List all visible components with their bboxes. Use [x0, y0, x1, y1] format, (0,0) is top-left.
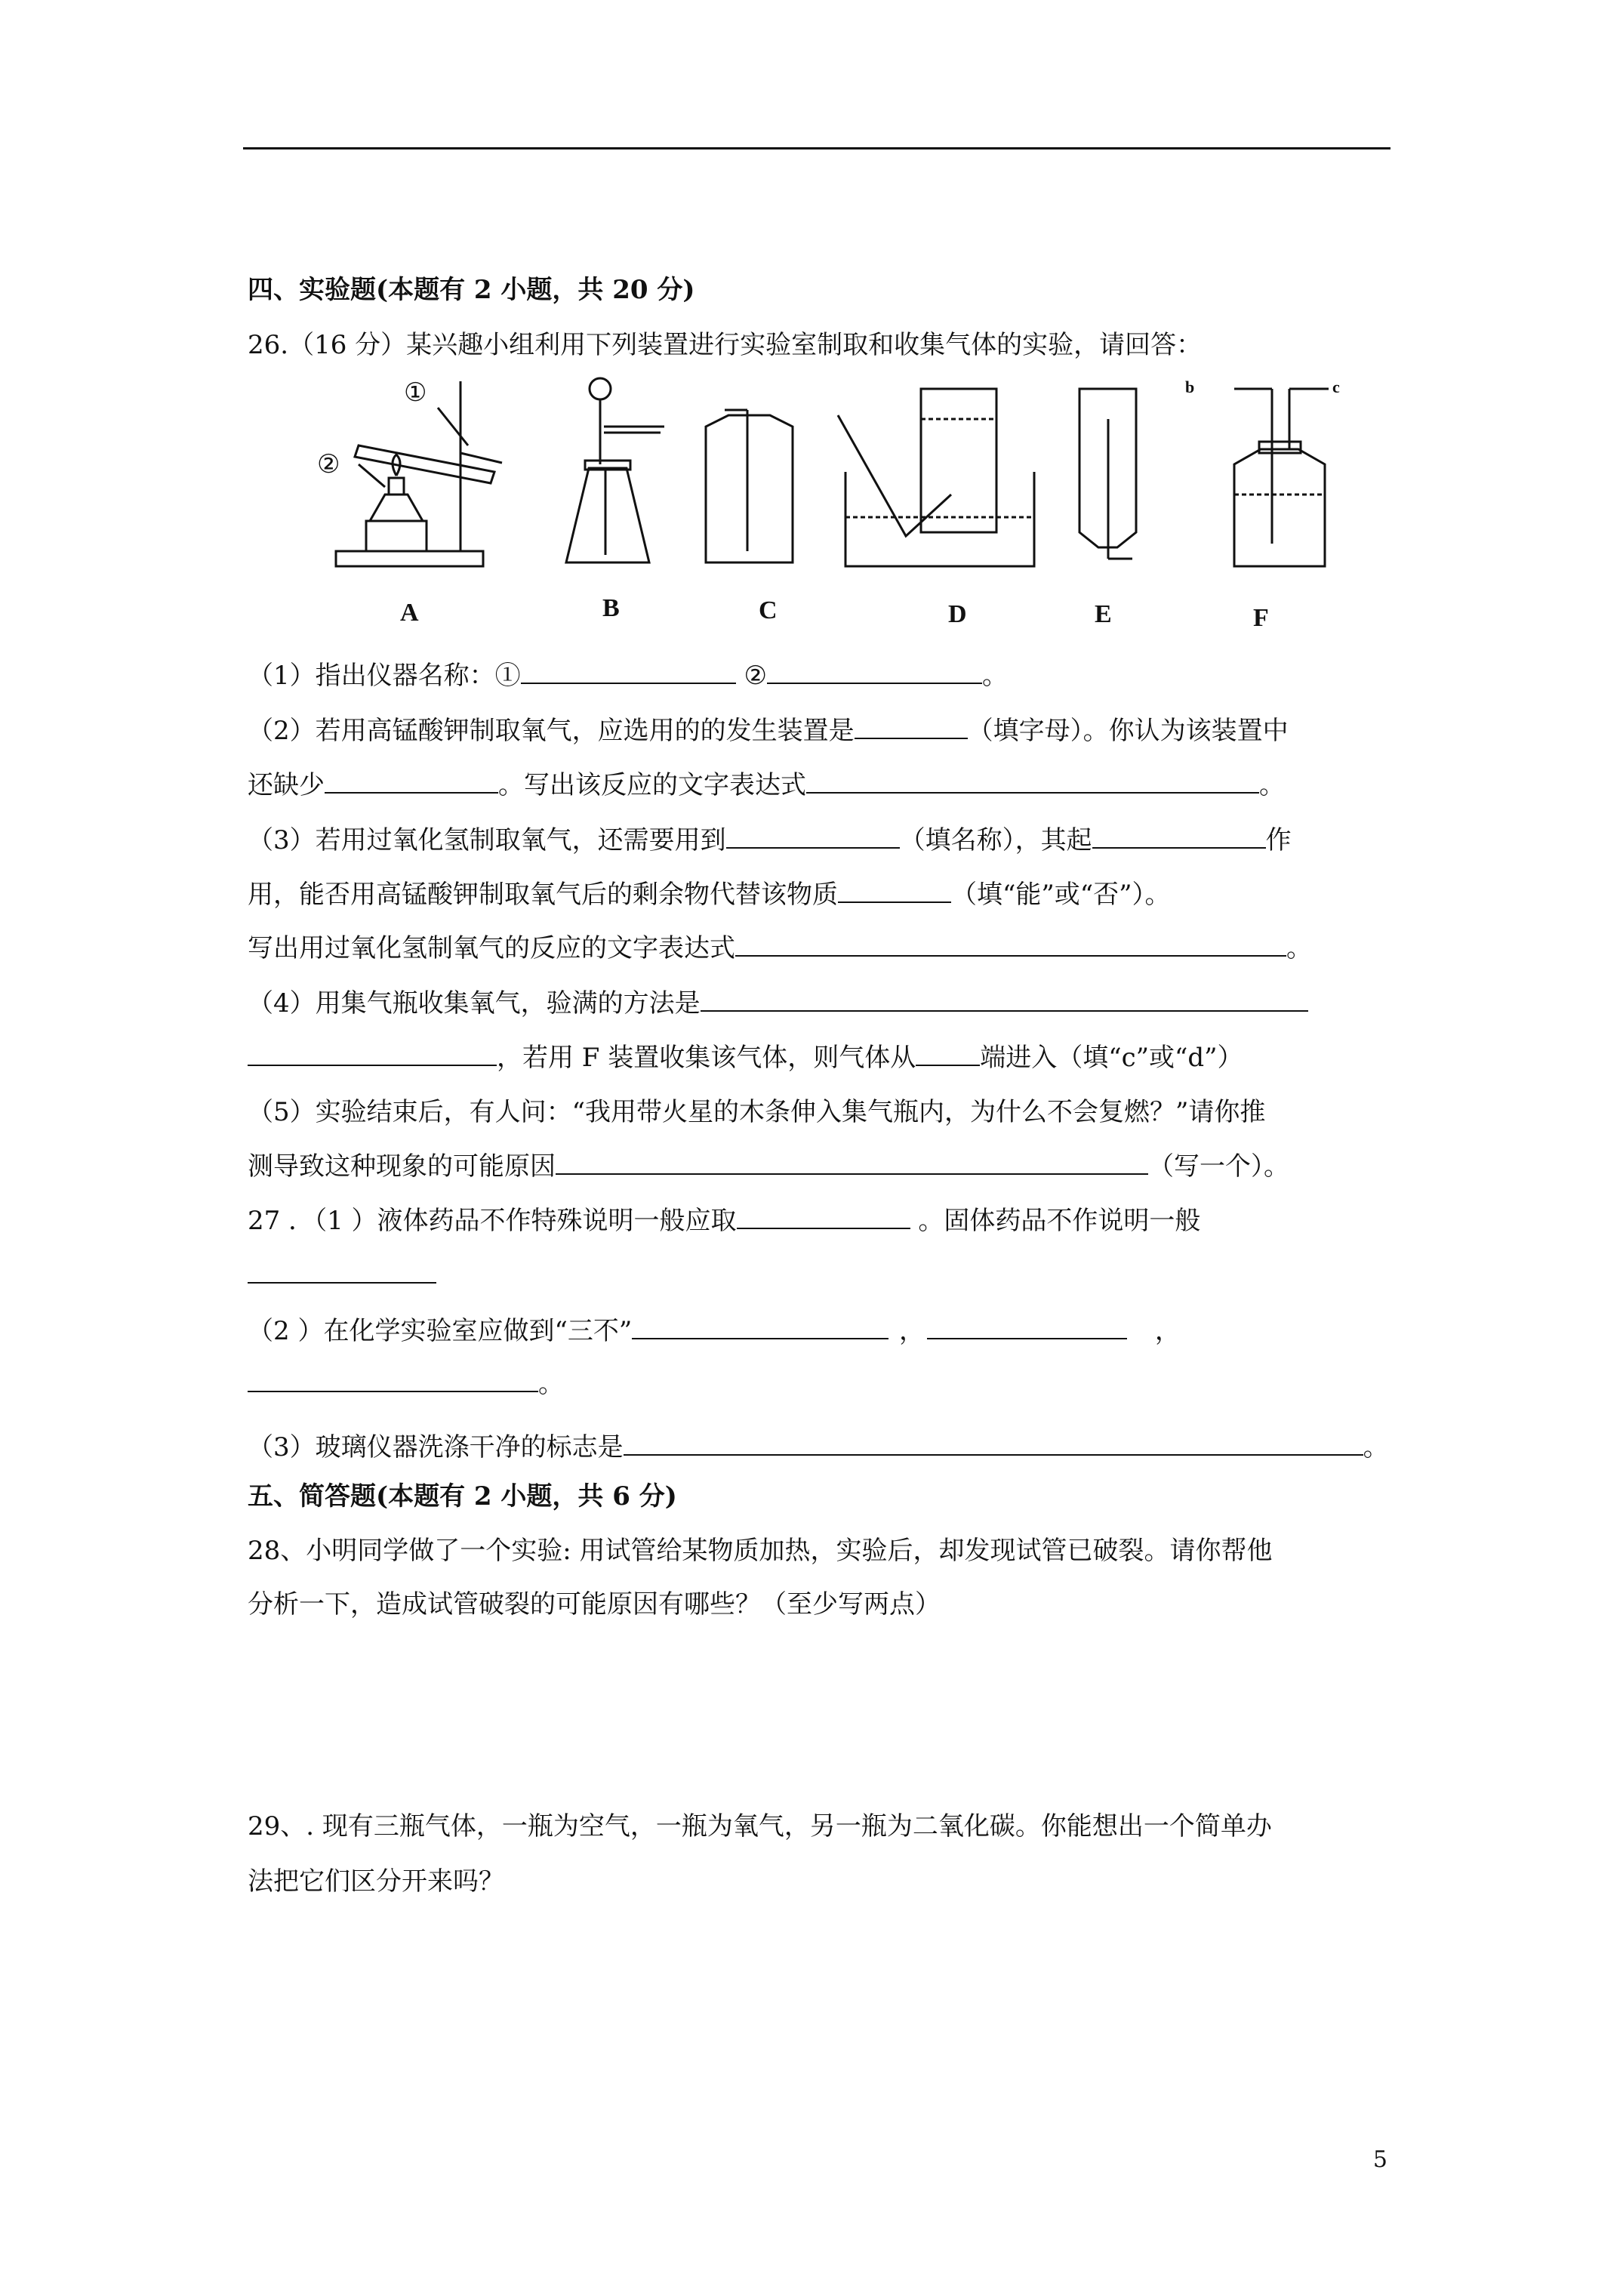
q29-line2: 法把它们区分开来吗？: [248, 1866, 504, 1897]
q26-part2: （2）若用高锰酸钾制取氧气，应选用的的发生装置是 （填字母）。你认为该装置中: [248, 713, 1289, 747]
q26-part4-line2: ，若用 F 装置收集该气体，则气体从 端进入（填“c”或“d”）: [248, 1040, 1243, 1074]
apparatus-c: [706, 410, 793, 562]
marker-1: ①: [404, 379, 427, 407]
q28-line2: 分析一下，造成试管破裂的可能原因有哪些？（至少写两点）: [248, 1589, 941, 1620]
answer-blank[interactable]: [521, 658, 736, 684]
port-b: b: [1185, 378, 1195, 396]
q26-part5: （5）实验结束后，有人问：“我用带火星的木条伸入集气瓶内，为什么不会复燃？”请你推: [248, 1097, 1266, 1127]
q26-part5-line2: 测导致这种现象的可能原因 （写一个）。: [248, 1149, 1289, 1183]
q27-part1: 27 ．（1 ）液体药品不作特殊说明一般应取 。固体药品不作说明一般: [248, 1203, 1200, 1237]
q27-part2-line2: 。: [248, 1367, 564, 1401]
q29-line1: 29、. 现有三瓶气体，一瓶为空气，一瓶为氧气，另一瓶为二氧化碳。你能想出一个简单办: [248, 1811, 1272, 1841]
apparatus-a: [336, 381, 502, 566]
answer-blank[interactable]: [632, 1314, 888, 1339]
label-b: B: [602, 594, 620, 622]
port-c: c: [1332, 378, 1340, 396]
section-5-title: 五、简答题(本题有 2 小题，共 6 分): [248, 1481, 677, 1512]
q27-part3: （3）玻璃仪器洗涤干净的标志是 。: [248, 1430, 1389, 1464]
q27-part2: （2 ）在化学实验室应做到“三不” ， ，: [248, 1314, 1181, 1348]
answer-blank[interactable]: [735, 931, 1286, 957]
apparatus-drawing: [317, 374, 1359, 642]
answer-blank[interactable]: [325, 768, 498, 794]
answer-blank[interactable]: [767, 658, 982, 684]
apparatus-d: [838, 389, 1034, 566]
answer-blank[interactable]: [726, 823, 900, 849]
q26-part3: （3）若用过氧化氢制取氧气，还需要用到 （填名称），其起 作: [248, 823, 1292, 857]
q26-stem: 26.（16 分）某兴趣小组利用下列装置进行实验室制取和收集气体的实验，请回答：: [248, 330, 1203, 360]
answer-blank[interactable]: [248, 1040, 497, 1066]
answer-blank[interactable]: [1092, 823, 1266, 849]
answer-blank[interactable]: [806, 768, 1259, 794]
q26-part4: （4）用集气瓶收集氧气，验满的方法是: [248, 986, 1308, 1020]
label-e: E: [1095, 600, 1112, 628]
label-a: A: [400, 599, 419, 627]
header-rule: [243, 147, 1390, 149]
q26-part3-line3: 写出用过氧化氢制氧气的反应的文字表达式 。: [248, 931, 1312, 965]
q27-part1-line2: [248, 1258, 436, 1292]
apparatus-b: [566, 378, 664, 562]
section-4-title: 四、实验题(本题有 2 小题，共 20 分): [248, 275, 695, 305]
apparatus-figure: [317, 374, 1359, 642]
answer-blank[interactable]: [701, 986, 1308, 1012]
q28-line1: 28、小明同学做了一个实验: 用试管给某物质加热，实验后，却发现试管已破裂。请你帮他: [248, 1536, 1273, 1566]
answer-blank[interactable]: [624, 1430, 1363, 1456]
label-d: D: [948, 600, 967, 628]
answer-blank[interactable]: [737, 1203, 910, 1229]
page-number: 5: [1372, 2147, 1387, 2173]
q26-part1: （1）指出仪器名称：① ② 。: [248, 658, 1008, 692]
answer-blank[interactable]: [838, 877, 951, 903]
q26-part2-line2: 还缺少 。写出该反应的文字表达式 。: [248, 768, 1285, 802]
answer-blank[interactable]: [556, 1149, 1148, 1175]
label-c: C: [759, 596, 778, 624]
answer-blank[interactable]: [927, 1314, 1127, 1339]
answer-blank[interactable]: [248, 1258, 436, 1284]
answer-blank[interactable]: [855, 713, 968, 739]
apparatus-e: [1079, 389, 1136, 559]
label-f: F: [1253, 604, 1269, 632]
marker-2: ②: [317, 451, 340, 479]
answer-blank[interactable]: [916, 1040, 980, 1066]
answer-blank[interactable]: [248, 1367, 538, 1392]
q26-part3-line2: 用，能否用高锰酸钾制取氧气后的剩余物代替该物质 （填“能”或“否”）。: [248, 877, 1171, 911]
apparatus-f: [1234, 389, 1329, 566]
